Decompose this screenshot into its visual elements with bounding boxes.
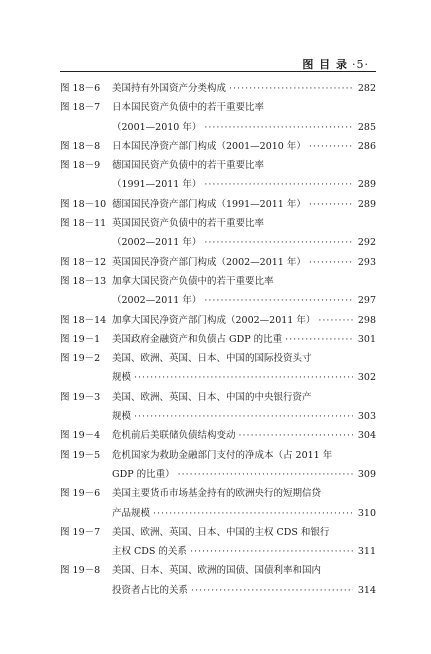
- figure-number: 图 19－7: [60, 526, 101, 538]
- figure-title: 美国政府金融资产和负债占 GDP 的比重: [112, 333, 283, 345]
- figure-number: 图 18－13: [60, 275, 107, 287]
- toc-entry: [60, 79, 376, 98]
- figure-number: 图 18－7: [60, 102, 101, 114]
- figure-title: 主权 CDS 的关系: [112, 546, 187, 558]
- header-rule: [60, 71, 376, 72]
- toc-entry: [60, 484, 376, 523]
- dot-leader: [153, 504, 353, 523]
- dot-leader: [239, 426, 353, 445]
- page-number: 309: [357, 468, 376, 480]
- toc-entry: [60, 137, 376, 156]
- figure-title: 规模: [112, 411, 132, 423]
- figure-title: 德国国民资产负债中的若干重要比率: [112, 160, 265, 172]
- toc-entry: [60, 523, 376, 562]
- page-number: 311: [357, 546, 376, 558]
- figure-title: 产品规模: [112, 507, 151, 519]
- figure-title: 美国、欧洲、英国、日本、中国的主权 CDS 和银行: [112, 526, 330, 538]
- figure-number: 图 19－2: [60, 353, 101, 365]
- page-number: 289: [357, 179, 376, 191]
- toc-entry: [60, 272, 376, 311]
- figure-title: GDP 的比重）: [112, 468, 175, 480]
- figure-title: 危机前后美联储负债结构变动: [112, 430, 236, 442]
- figure-title: （2002—2011 年）: [112, 237, 202, 249]
- page-number: 303: [357, 411, 376, 423]
- toc-entry: [60, 311, 376, 330]
- toc-entry: [60, 156, 376, 195]
- dot-leader: [309, 195, 353, 214]
- figure-list: [60, 79, 376, 600]
- figure-title: 危机国家为救助金融部门支付的净成本（占 2011 年: [112, 449, 333, 461]
- dot-leader: [190, 542, 353, 561]
- toc-entry: [60, 446, 376, 485]
- dot-leader: [178, 465, 353, 484]
- dot-leader: [191, 581, 353, 600]
- figure-title: 英国国民资产负债中的若干重要比率: [112, 218, 265, 230]
- toc-entry: [60, 253, 376, 272]
- figure-number: 图 19－8: [60, 565, 101, 577]
- figure-title: （1991—2011 年）: [112, 179, 202, 191]
- figure-title: 美国主要货币市场基金持有的欧洲央行的短期信贷: [112, 488, 322, 500]
- page-number: 302: [357, 372, 376, 384]
- figure-number: 图 19－3: [60, 391, 101, 403]
- dot-leader: [309, 253, 353, 272]
- page-number: 301: [357, 333, 376, 345]
- page-number: 293: [357, 256, 376, 268]
- figure-number: 图 18－11: [60, 218, 107, 230]
- figure-title: 美国、日本、英国、欧洲的国债、国债利率和国内: [112, 565, 322, 577]
- figure-number: 图 18－10: [60, 198, 107, 210]
- page-folio: ·5·: [352, 58, 369, 71]
- figure-title: 加拿大国民资产负债中的若干重要比率: [112, 275, 274, 287]
- toc-entry: [60, 561, 376, 600]
- figure-number: 图 19－5: [60, 449, 101, 461]
- figure-title: 日本国民资产负债中的若干重要比率: [112, 102, 265, 114]
- figure-title: （2002—2011 年）: [112, 295, 202, 307]
- page-number: 292: [357, 237, 376, 249]
- figure-number: 图 19－1: [60, 333, 101, 345]
- dot-leader: [134, 407, 353, 426]
- dot-leader: [204, 233, 353, 252]
- page-number: 314: [357, 584, 376, 596]
- figure-title: 英国国民净资产部门构成（2002—2011 年）: [112, 256, 306, 268]
- dot-leader: [229, 79, 353, 98]
- toc-entry: [60, 98, 376, 137]
- dot-leader: [204, 118, 353, 137]
- page-number: 310: [357, 507, 376, 519]
- toc-entry: [60, 330, 376, 349]
- page-number: 286: [357, 140, 376, 152]
- dot-leader: [204, 175, 353, 194]
- dot-leader: [134, 368, 353, 387]
- page-number: 285: [357, 121, 376, 133]
- figure-number: 图 19－6: [60, 488, 101, 500]
- figure-title: 日本国民净资产部门构成（2001—2010 年）: [112, 140, 306, 152]
- page-number: 289: [357, 198, 376, 210]
- figure-title: 美国持有外国资产分类构成: [112, 83, 227, 94]
- page-number: 304: [357, 430, 376, 442]
- figure-title: 投资者占比的关系: [112, 584, 189, 596]
- header-title: 图 目 录: [302, 58, 348, 71]
- figure-title: 美国、欧洲、英国、日本、中国的国际投资头寸: [112, 353, 312, 365]
- dot-leader: [318, 311, 353, 330]
- figure-number: 图 18－6: [60, 83, 101, 94]
- figure-number: 图 18－9: [60, 160, 101, 172]
- toc-entry: [60, 349, 376, 388]
- page-number: 297: [357, 295, 376, 307]
- dot-leader: [285, 330, 353, 349]
- figure-number: 图 19－4: [60, 430, 101, 442]
- figure-number: 图 18－8: [60, 140, 101, 152]
- figure-number: 图 18－14: [60, 314, 107, 326]
- toc-entry: [60, 426, 376, 445]
- page-number: 282: [357, 83, 376, 94]
- dot-leader: [204, 291, 353, 310]
- figure-title: 加拿大国民净资产部门构成（2002—2011 年）: [112, 314, 316, 326]
- figure-title: （2001—2010 年）: [112, 121, 202, 133]
- figure-title: 美国、欧洲、英国、日本、中国的中央银行资产: [112, 391, 312, 403]
- toc-entry: [60, 195, 376, 214]
- dot-leader: [309, 137, 353, 156]
- figure-title: 德国国民净资产部门构成（1991—2011 年）: [112, 198, 306, 210]
- page-number: 298: [357, 314, 376, 326]
- toc-entry: [60, 388, 376, 427]
- running-header: [302, 56, 369, 72]
- toc-entry: [60, 214, 376, 253]
- figure-title: 规模: [112, 372, 132, 384]
- figure-number: 图 18－12: [60, 256, 107, 268]
